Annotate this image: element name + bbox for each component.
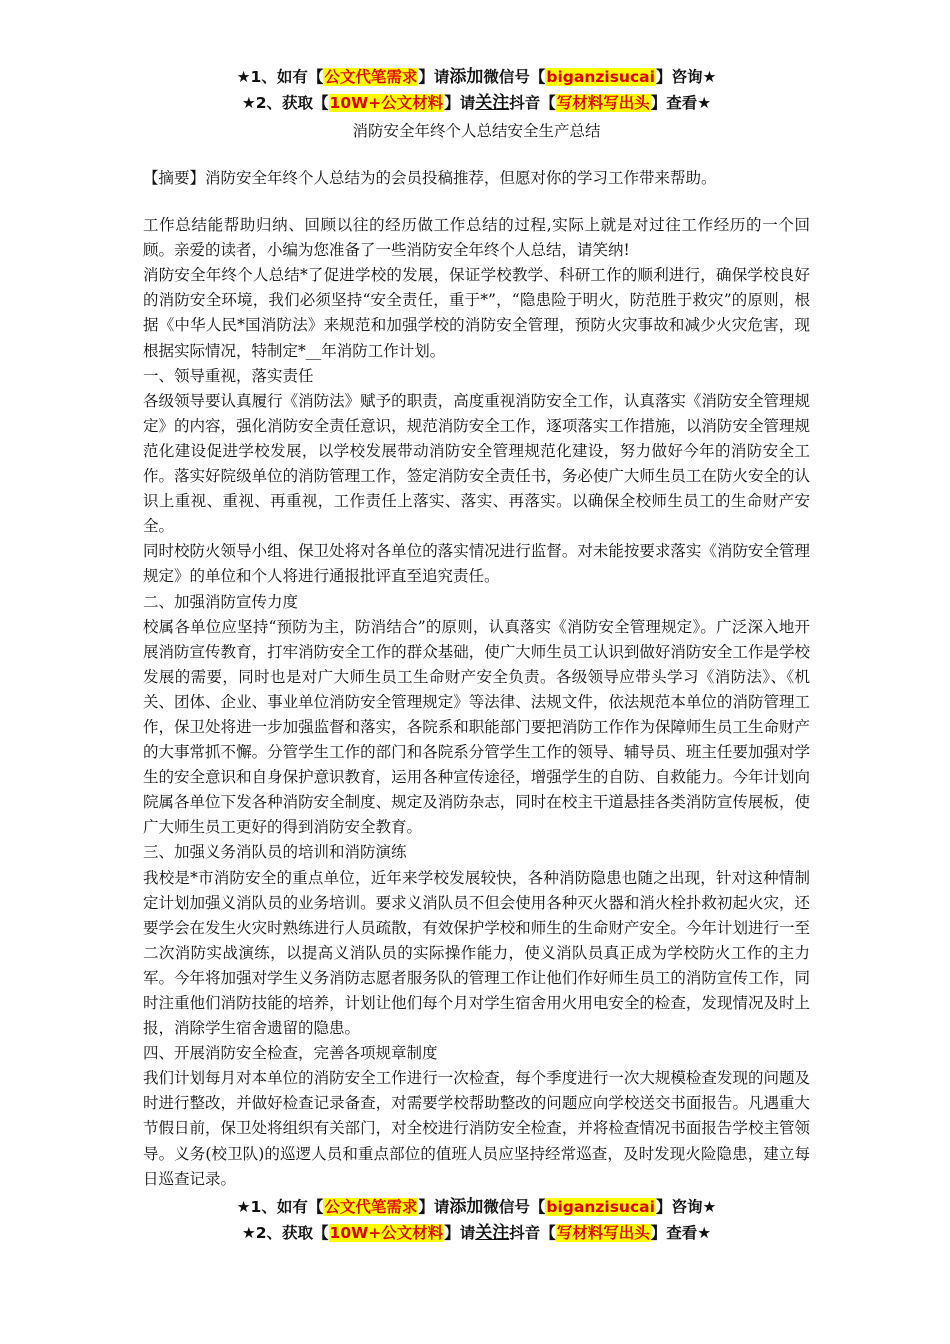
section-3-paragraph-1: 我校是*市消防安全的重点单位，近年来学校发展较快，各种消防隐患也随之出现，针对这种情制定计划加强义消队员的业务培训。要求义消队员不但会使用各种灭火器和消火栓扑救初起火灾，还要学会在发生火灾时熟练进行人员疏散，有效保护学校和师生的生命财产安全。今年计划进行一至二次消防实战演练，以提高义消队员的实际操作能力，使义消队员真正成为学校防火工作的主力军。今年将加强对学生义务消防志愿者服务队的管理工作让他们作好师生员工的消防宣传工作，同时注重他们消防技能的培养，计划让他们每个月对学生宿舍用火用电安全的检查，发现情况及时上报，消除学生宿舍遗留的隐患。 [143,868,810,1038]
section-1-paragraph-1: 各级领导要认真履行《消防法》赋予的职责，高度重视消防安全工作，认真落实《消防安全管理规定》的内容，强化消防安全责任意识，规范消防安全工作，逐项落实工作措施，以消防安全管理规范化建设促进学校发展，以学校发展带动消防安全管理规范化建设，努力做好今年的消防安全工作。落实好院级单位的消防管理工作，签定消防安全责任书，务必使广大师生员工在防火安全的认识上重视、重视、再重视，工作责任上落实、落实、再落实。以确保全校师生员工的生命财产安全。 [143,391,810,536]
promo-2-mid: 】请 [444,94,476,112]
promo-2-highlight-material: 10W+公文材料 [329,94,444,112]
promo-1-wechat-id: biganzisucai [546,68,655,86]
abstract: 【摘要】消防安全年终个人总结为的会员投稿推荐，但愿对你的学习工作带来帮助。 [143,169,717,187]
promo-2-prefix: ★2、获取【 [241,94,329,112]
promo-2-highlight-material: 10W+公文材料 [329,1223,444,1242]
promo-2-douyin-id: 写材料写出头 [556,94,650,112]
promo-2-suffix: 】查看★ [650,94,712,112]
promo-1-prefix: ★1、如有【 [236,68,324,86]
promo-1-emphasis: 添加 [449,67,484,87]
opening-paragraph: 消防安全年终个人总结*了促进学校的发展，保证学校教学、科研工作的顺利进行，确保学校良好的消防安全环境，我们必须坚持“安全责任，重于*”，“隐患险于明火，防范胜于救灾”的原则，根据《中华人民*国消防法》来规范和加强学校的消防安全管理，预防火灾事故和减少火灾危害，现根据实际情况，特制定*__年消防工作计划。 [143,266,810,360]
section-4-paragraph-1: 我们计划每月对本单位的消防安全工作进行一次检查，每个季度进行一次大规模检查发现的问题及时进行整改，并做好检查记录备查，对需要学校帮助整改的问题应向学校送交书面报告。凡遇重大节假日前，保卫处将组织有关部门，对全校进行消防安全检查，并将检查情况书面报告学校主管领导。义务(校卫队)的巡逻人员和重点部位的值班人员应坚持经常巡查，及时发现火险隐患，建立每日巡查记录。 [143,1069,810,1188]
intro-paragraph: 工作总结能帮助归纳、回顾以往的经历做工作总结的过程,实际上就是对过往工作经历的一个回顾。亲爱的读者，小编为您准备了一些消防安全年终个人总结，请笑纳! [143,216,810,260]
promo-2-prefix: ★2、获取【 [241,1223,329,1242]
promo-line-2-footer [143,1220,810,1246]
promo-2-emphasis: 关注 [475,1222,510,1243]
promo-line-1 [143,64,810,90]
promo-line-1-footer [143,1194,810,1220]
section-3-heading: 三、加强义务消队员的培训和消防演练 [143,843,407,862]
promo-1-mid2: 微信号【 [483,1197,546,1216]
section-2-paragraph-1: 校属各单位应坚持“预防为主，防消结合”的原则，认真落实《消防安全管理规定》。广泛深入地开展消防宣传教育，打牢消防安全工作的群众基础，使广大师生员工认识到做好消防安全工作是学校发展的需要，同时也是对广大师生员工生命财产安全负责。各级领导应带头学习《消防法》、《机关、团体、企业、事业单位消防安全管理规定》等法律、法规文件，依法规范本单位的消防管理工作，保卫处将进一步加强监督和落实，各院系和职能部门要把消防工作作为保障师生员工生命财产的大事常抓不懈。分管学生工作的部门和各院系分管学生工作的领导、辅导员、班主任要加强对学生的安全意识和自身保护意识教育，运用各种宣传途径，增强学生的自防、自救能力。今年计划向院属各单位下发各种消防安全制度、规定及消防杂志，同时在校主干道悬挂各类消防宣传展板，使广大师生员工更好的得到消防安全教育。 [143,617,810,837]
section-1-paragraph-2: 同时校防火领导小组、保卫处将对各单位的落实情况进行监督。对未能按要求落实《消防安全管理规定》的单位和个人将进行通报批评直至追究责任。 [143,542,810,586]
promo-1-wechat-id: biganzisucai [546,1197,655,1216]
promo-1-prefix: ★1、如有【 [236,1197,324,1216]
promo-1-suffix: 】咨询★ [655,68,717,86]
promo-2-suffix: 】查看★ [650,1223,712,1242]
promo-1-highlight-need: 公文代笔需求 [324,68,418,86]
promo-1-emphasis: 添加 [449,1196,484,1217]
promo-2-mid: 】请 [444,1223,476,1242]
promo-2-emphasis: 关注 [475,93,510,113]
promo-2-douyin-id: 写材料写出头 [556,1223,650,1242]
document-page [143,64,810,1246]
promo-line-2 [143,90,810,116]
promo-1-mid: 】请 [418,68,450,86]
section-4-heading: 四、开展消防安全检查，完善各项规章制度 [143,1044,438,1063]
section-1-heading: 一、领导重视，落实责任 [143,366,314,385]
promo-1-suffix: 】咨询★ [655,1197,717,1216]
section-2-heading: 二、加强消防宣传力度 [143,592,299,611]
promo-1-mid: 】请 [418,1197,450,1216]
promo-1-mid2: 微信号【 [483,68,546,86]
promo-2-mid2: 抖音【 [509,94,556,112]
promo-1-highlight-need: 公文代笔需求 [324,1197,418,1216]
document-title: 消防安全年终个人总结安全生产总结 [352,122,601,140]
promo-2-mid2: 抖音【 [509,1223,556,1242]
